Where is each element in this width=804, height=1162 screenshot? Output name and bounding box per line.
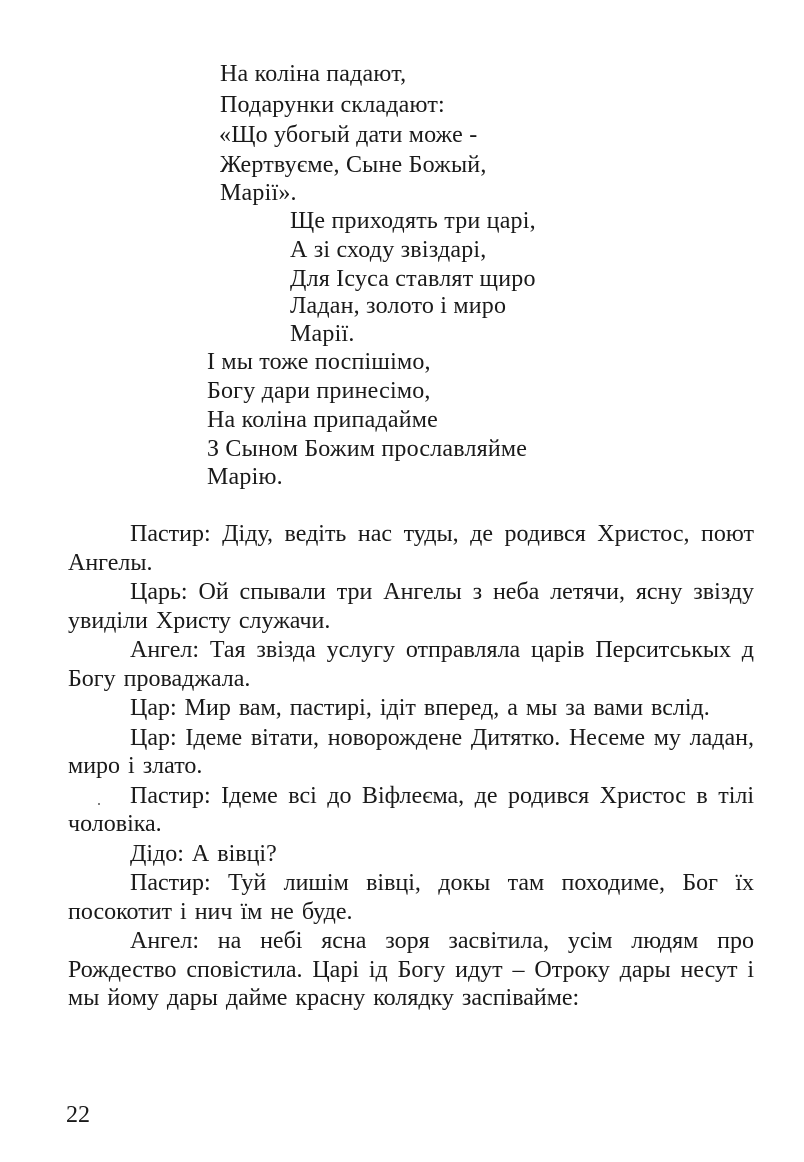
verse-line: З Сыном Божим прославляйме	[207, 436, 528, 462]
verse-line: Марії.	[290, 321, 355, 347]
verse-line: На коліна припадайме	[207, 407, 438, 433]
verse-line: Марії».	[220, 180, 297, 206]
verse-line: Для Ісуса ставлят щиро	[290, 266, 536, 292]
page-number: 22	[66, 1102, 90, 1128]
dialogue-paragraph: Ангел: на небі ясна зоря засвітила, усім людям про Рождество сповістила. Царі ід Богу идут – Отроку дары несут і мы йому дары дайме красну колядку заспівайме:	[68, 928, 754, 1011]
dialogue-block	[68, 520, 754, 1013]
dialogue-paragraph: Цар: Мир вам, пастирі, ідіт вперед, а мы за вами вслід.	[130, 695, 710, 721]
verse-line: На коліна падают,	[220, 61, 407, 87]
verse-line: Ладан, золото і миро	[290, 293, 507, 319]
dialogue-paragraph: Цар: Ідеме вітати, новорождене Дитятко. Несеме му ладан, миро і злато.	[68, 724, 754, 779]
verse-line: І мы тоже поспішімо,	[207, 349, 431, 375]
scan-speck	[98, 803, 100, 805]
verse-line: Подарунки складают:	[220, 92, 445, 118]
verse-line: Жертвуєме, Сыне Божый,	[220, 152, 487, 178]
dialogue-paragraph: Дідо: А вівці?	[130, 840, 277, 867]
dialogue-paragraph: Пастир: Туй лишім вівці, докы там походиме, Бог їх посокотит і нич їм не буде.	[68, 870, 754, 925]
verse-line: А зі сходу звіздарі,	[290, 237, 487, 263]
dialogue-paragraph: Ангел: Тая звізда услугу отправляла царів Перситськых д Богу проваджала.	[68, 637, 754, 692]
dialogue-paragraph: Пастир: Ідеме всі до Віфлеєма, де родився Христос в тілі чоловіка.	[68, 782, 754, 837]
verse-line: Богу дари принесімо,	[207, 378, 431, 404]
dialogue-paragraph: Пастир: Діду, ведіть нас туды, де родився Христос, поют Ангелы.	[68, 521, 754, 576]
verse-line: Ще приходять три царі,	[290, 208, 536, 234]
dialogue-paragraph: Царь: Ой спывали три Ангелы з неба летячи, ясну звізду увиділи Христу служачи.	[68, 579, 754, 634]
verse-line: Марію.	[207, 464, 283, 490]
verse-line: «Що убогый дати може -	[219, 122, 478, 148]
